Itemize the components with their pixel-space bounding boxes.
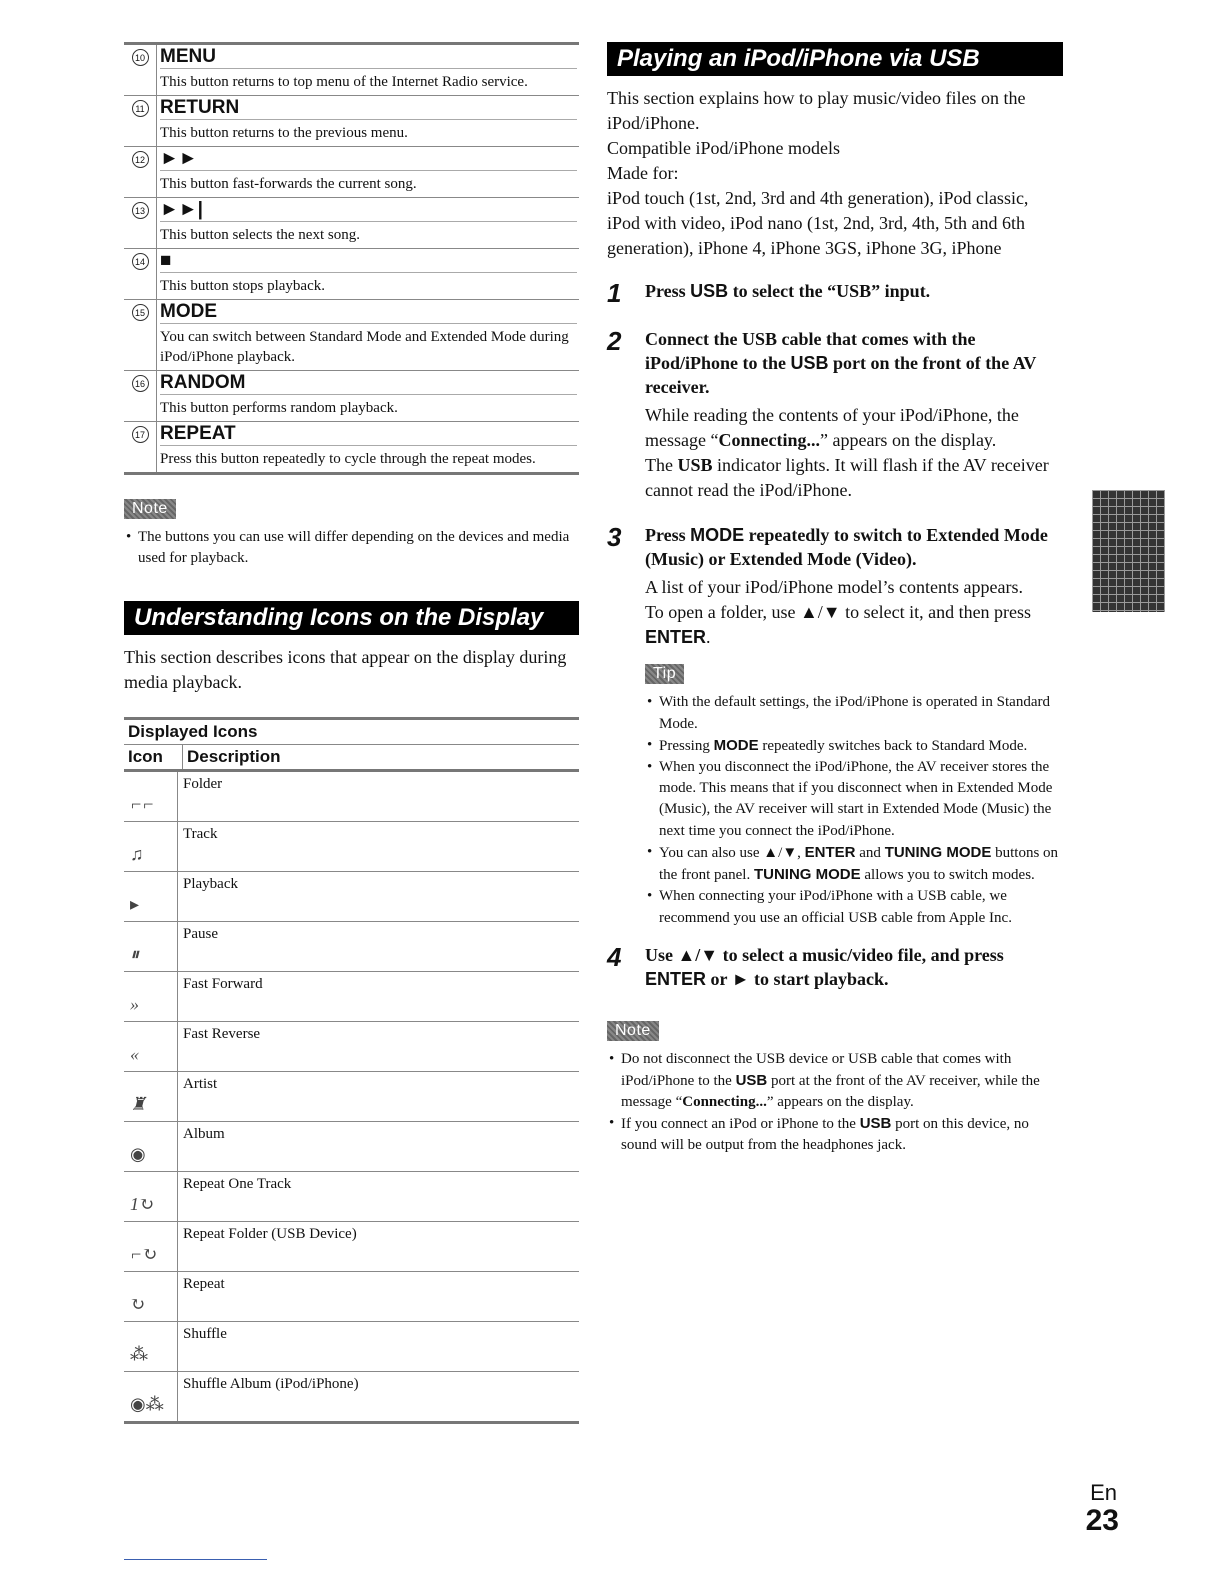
usb-keyword: USB (790, 353, 829, 373)
step-para: While reading the contents of your iPod/iPhone, the message “ (645, 405, 1019, 450)
usb-keyword: USB (735, 1072, 768, 1089)
step-text: repeatedly to switch to Extended Mode (Music) or Extended Mode (Video). (645, 525, 1048, 569)
button-body (157, 198, 579, 248)
icon-description: Artist (183, 1076, 218, 1092)
button-description: This button performs random playback. (160, 400, 398, 416)
display-icon: « (124, 1022, 178, 1071)
button-number-cell (124, 147, 157, 197)
icons-intro: This section describes icons that appear on the display during media playback. (124, 647, 567, 692)
display-icon: ⌐⌐ (124, 772, 178, 821)
tip-keyword: TUNING MODE (884, 844, 992, 861)
enter-keyword: ENTER (645, 969, 707, 989)
button-name: ►► (160, 147, 577, 171)
button-number: 17 (132, 426, 149, 443)
step-text: Connect the USB cable that comes with the iPod/iPhone to the (645, 329, 976, 373)
icon-description: Pause (183, 926, 218, 942)
note-badge: Note (607, 1021, 659, 1041)
tip-item (645, 735, 1063, 757)
note-text: Do not disconnect the USB device or USB cable that comes with iPod/iPhone to the (621, 1051, 1012, 1089)
tip-text: buttons on the front panel. (659, 845, 1059, 883)
step-para: A list of your iPod/iPhone model’s contents appears. (645, 577, 1023, 597)
icon-row (124, 1222, 579, 1272)
icon-description: Album (183, 1126, 225, 1142)
tip-text: You can also use ▲/▼, (659, 845, 805, 861)
icon-row (124, 1022, 579, 1072)
button-number: 15 (132, 304, 149, 321)
tip-text: allows you to switch modes. (860, 867, 1035, 883)
page-number: 23 (1085, 1504, 1119, 1537)
button-name: RETURN (160, 96, 577, 120)
icon-description: Repeat Folder (USB Device) (183, 1226, 357, 1242)
display-icon: ↻ (124, 1272, 178, 1321)
step-3 (607, 523, 1063, 650)
tip-list (645, 692, 1063, 929)
button-name: REPEAT (160, 422, 577, 446)
tip-item (645, 757, 1063, 842)
display-icon: ◉⁂ (124, 1372, 178, 1421)
note-badge: Note (124, 499, 176, 519)
icon-table (124, 717, 579, 1424)
tip-keyword: ENTER (804, 844, 856, 861)
note-right (607, 1021, 1063, 1156)
button-number-cell (124, 422, 157, 472)
button-table (124, 42, 579, 475)
icon-row (124, 1172, 579, 1222)
icon-row (124, 922, 579, 972)
button-number-cell (124, 96, 157, 146)
note-list (607, 1049, 1063, 1156)
button-description: This button returns to top menu of the Internet Radio service. (160, 74, 528, 90)
button-description: Press this button repeatedly to cycle through the repeat modes. (160, 451, 536, 467)
button-description: You can switch between Standard Mode and Extended Mode during iPod/iPhone playback. (160, 329, 569, 365)
header-icon: Icon (124, 745, 183, 769)
note-left (124, 499, 579, 569)
tip-text: With the default settings, the iPod/iPhone is operated in Standard Mode. (659, 694, 1050, 732)
step-1 (607, 279, 1063, 307)
button-row (124, 422, 579, 472)
icon-table-header (124, 745, 579, 772)
button-description: This button returns to the previous menu. (160, 125, 408, 141)
left-column (124, 42, 579, 1424)
button-body (157, 422, 579, 472)
intro-line: Compatible iPod/iPhone models (607, 138, 840, 158)
note-text: If you connect an iPod or iPhone to the (621, 1116, 860, 1132)
display-icon: ▸ (124, 872, 178, 921)
icon-row (124, 972, 579, 1022)
button-number: 14 (132, 253, 149, 270)
tip-text: repeatedly switches back to Standard Mode. (758, 738, 1028, 754)
icons-section-title: Understanding Icons on the Display (124, 601, 579, 635)
button-row (124, 300, 579, 371)
icon-table-title: Displayed Icons (124, 720, 579, 745)
step-para: The (645, 455, 678, 475)
button-number: 10 (132, 49, 149, 66)
step-para: To open a folder, use ▲/▼ to select it, and then press (645, 602, 1032, 622)
button-row (124, 147, 579, 198)
step-para: . (706, 627, 711, 647)
step-text: or (706, 969, 732, 989)
icon-description: Playback (183, 876, 238, 892)
step-para: ” appears on the display. (819, 430, 997, 450)
step-text: Use ▲/▼ to select a music/video file, and press (645, 945, 1004, 965)
enter-keyword: ENTER (645, 627, 707, 647)
tip-text: When connecting your iPod/iPhone with a USB cable, we recommend you use an official USB cable from Apple Inc. (659, 888, 1012, 926)
usb-intro (607, 86, 1063, 261)
usb-keyword: USB (859, 1115, 892, 1132)
step-number: 4 (607, 942, 622, 972)
button-name: ►►| (160, 198, 577, 222)
usb-keyword: USB (690, 281, 729, 301)
usb-section-title: Playing an iPod/iPhone via USB (607, 42, 1063, 76)
page-language: En (1090, 1480, 1117, 1505)
button-body (157, 249, 579, 299)
note-item: • The buttons you can use will differ depending on the devices and media used for playback. (124, 527, 579, 569)
note-list (124, 527, 579, 569)
tip-block (645, 664, 1063, 929)
button-number: 11 (132, 100, 149, 117)
button-name: MENU (160, 45, 577, 69)
button-body (157, 45, 579, 95)
step-para: indicator lights. It will flash if the AV receiver cannot read the iPod/iPhone. (645, 455, 1049, 500)
button-number-cell (124, 249, 157, 299)
button-row (124, 249, 579, 300)
icon-description: Repeat One Track (183, 1176, 292, 1192)
icon-description: Shuffle (183, 1326, 227, 1342)
intro-line: Made for: (607, 163, 679, 183)
button-number-cell (124, 45, 157, 95)
icon-row (124, 1122, 579, 1172)
button-description: This button fast-forwards the current song. (160, 176, 417, 192)
display-icon: ⌐↻ (124, 1222, 178, 1271)
tip-text: When you disconnect the iPod/iPhone, the AV receiver stores the mode. This means that if you disconnect when in Extended Mode (Music), the AV receiver will start in Extended Mode (Music) the next time you connect the iPod/iPhone. (659, 759, 1053, 839)
step-text: to start playback. (749, 969, 889, 989)
step-text: to select the “USB” input. (728, 281, 931, 301)
button-number-cell (124, 300, 157, 370)
button-number: 16 (132, 375, 149, 392)
step-number: 3 (607, 522, 622, 552)
icon-row (124, 772, 579, 822)
button-name: RANDOM (160, 371, 577, 395)
note-text: port on this device, no sound will be output from the headphones jack. (621, 1116, 1029, 1153)
tip-item (645, 886, 1063, 929)
tip-item (645, 842, 1063, 886)
button-name: ■ (160, 249, 577, 273)
icon-row (124, 1372, 579, 1421)
tip-text: Pressing (659, 738, 714, 754)
header-description: Description (187, 747, 281, 766)
step-text: Press (645, 281, 691, 301)
icon-description: Fast Reverse (183, 1026, 261, 1042)
display-icon: ◉ (124, 1122, 178, 1171)
tip-keyword: MODE (713, 737, 759, 754)
connecting-text: Connecting... (682, 1094, 767, 1110)
button-body (157, 371, 579, 421)
connecting-text: Connecting... (718, 430, 820, 450)
intro-line: This section explains how to play music/video files on the iPod/iPhone. (607, 88, 1026, 133)
display-icon: ♜ (124, 1072, 178, 1121)
button-number-cell (124, 371, 157, 421)
note-text: ” appears on the display. (766, 1094, 914, 1110)
button-body (157, 300, 579, 370)
button-number: 13 (132, 202, 149, 219)
button-description: This button selects the next song. (160, 227, 360, 243)
note-item (607, 1113, 1063, 1156)
icon-description: Repeat (183, 1276, 225, 1292)
icon-rows (124, 772, 579, 1421)
step-4 (607, 943, 1063, 991)
play-icon: ► (731, 969, 750, 989)
step-number: 1 (607, 278, 622, 308)
button-number: 12 (132, 151, 149, 168)
step-text: Press (645, 525, 691, 545)
note-item (607, 1049, 1063, 1113)
button-row (124, 45, 579, 96)
icon-row (124, 1322, 579, 1372)
icon-description: Fast Forward (183, 976, 263, 992)
usb-indicator-text: USB (677, 455, 713, 475)
icon-row (124, 1272, 579, 1322)
icon-description: Folder (183, 776, 223, 792)
tip-badge: Tip (645, 664, 684, 684)
tip-item (645, 692, 1063, 735)
display-icon: 1↻ (124, 1172, 178, 1221)
button-row (124, 198, 579, 249)
tip-keyword: TUNING MODE (753, 866, 861, 883)
button-row (124, 96, 579, 147)
display-icon: ⁂ (124, 1322, 178, 1371)
mode-keyword: MODE (690, 525, 745, 545)
button-name: MODE (160, 300, 577, 324)
step-text: port on the front of the AV receiver. (645, 353, 1037, 397)
display-icon: » (124, 972, 178, 1021)
button-description: This button stops playback. (160, 278, 325, 294)
display-icon: ♫ (124, 822, 178, 871)
display-icon: ⏸ (124, 922, 178, 971)
button-number-cell (124, 198, 157, 248)
icon-row (124, 822, 579, 872)
tip-text: and (855, 845, 885, 861)
icon-description: Shuffle Album (iPod/iPhone) (183, 1376, 359, 1392)
button-row (124, 371, 579, 422)
icon-row (124, 872, 579, 922)
step-number: 2 (607, 326, 622, 356)
bottom-rule (124, 1559, 267, 1560)
side-tab-graphic (1092, 490, 1165, 612)
right-column (607, 42, 1063, 1156)
intro-line: iPod touch (1st, 2nd, 3rd and 4th generation), iPod classic, iPod with video, iPod nano (1st, 2nd, 3rd, 4th, 5th and 6th generation), iPhone 4, iPhone 3GS, iPhone 3G, iPhone (607, 188, 1029, 258)
note-text: port at the front of the AV receiver, while the message “ (621, 1073, 1040, 1110)
icon-row (124, 1072, 579, 1122)
button-body (157, 147, 579, 197)
step-2 (607, 327, 1063, 503)
button-body (157, 96, 579, 146)
icon-description: Track (183, 826, 218, 842)
steps (607, 279, 1063, 991)
